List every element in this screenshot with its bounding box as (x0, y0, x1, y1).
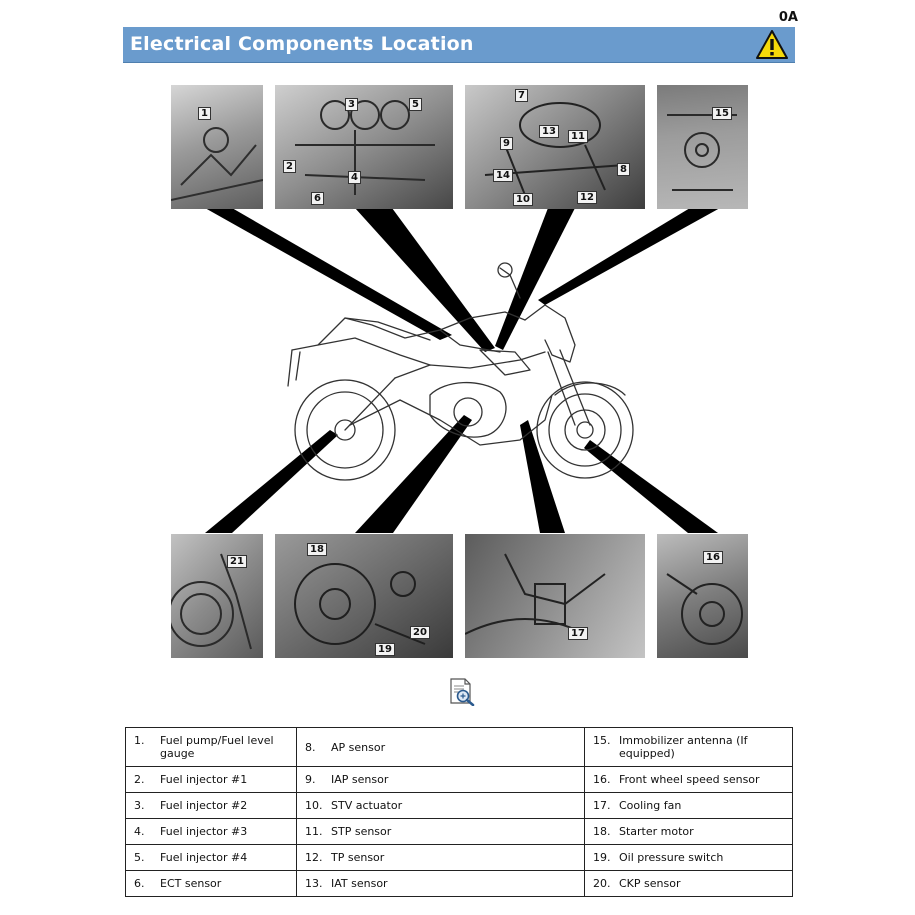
legend-cell: 12. TP sensor (297, 845, 585, 871)
callout-3: 3 (345, 98, 358, 111)
photo-rear-wheel-sensor (171, 534, 263, 658)
legend-cell: 9. IAP sensor (297, 767, 585, 793)
legend-cell: 15. Immobilizer antenna (If equipped) (585, 728, 793, 767)
table-row (126, 871, 793, 897)
callout-8: 8 (617, 163, 630, 176)
photo-engine-case (275, 534, 453, 658)
callout-18: 18 (307, 543, 327, 556)
legend-cell: 20. CKP sensor (585, 871, 793, 897)
legend-cell: 3. Fuel injector #2 (126, 793, 297, 819)
pointer-wedge (205, 430, 338, 533)
legend-cell: 2. Fuel injector #1 (126, 767, 297, 793)
photo-throttle-body (275, 85, 453, 209)
legend-cell: 18. Starter motor (585, 819, 793, 845)
pointer-wedge (520, 420, 565, 533)
legend-cell: 11. STP sensor (297, 819, 585, 845)
callout-21: 21 (227, 555, 247, 568)
legend-cell: 17. Cooling fan (585, 793, 793, 819)
callout-15: 15 (712, 107, 732, 120)
table-row (126, 793, 793, 819)
callout-17: 17 (568, 627, 588, 640)
table-row (126, 819, 793, 845)
callout-5: 5 (409, 98, 422, 111)
callout-6: 6 (311, 192, 324, 205)
legend-cell: 19. Oil pressure switch (585, 845, 793, 871)
table-row (126, 845, 793, 871)
callout-2: 2 (283, 160, 296, 173)
callout-11: 11 (568, 130, 588, 143)
callout-10: 10 (513, 193, 533, 206)
legend-cell: 8. AP sensor (297, 728, 585, 767)
callout-20: 20 (410, 626, 430, 639)
callout-16: 16 (703, 551, 723, 564)
photo-immobilizer (657, 85, 748, 209)
legend-cell: 1. Fuel pump/Fuel level gauge (126, 728, 297, 767)
legend-cell: 16. Front wheel speed sensor (585, 767, 793, 793)
callout-9: 9 (500, 137, 513, 150)
callout-19: 19 (375, 643, 395, 656)
photo-front-wheel-sensor (657, 534, 748, 658)
legend-cell: 4. Fuel injector #3 (126, 819, 297, 845)
table-row (126, 728, 793, 767)
callout-13: 13 (539, 125, 559, 138)
callout-1: 1 (198, 107, 211, 120)
legend-cell: 5. Fuel injector #4 (126, 845, 297, 871)
callout-4: 4 (348, 171, 361, 184)
page-title: Electrical Components Location (130, 33, 474, 55)
pointer-wedge (495, 208, 575, 350)
callout-12: 12 (577, 191, 597, 204)
legend-cell: 10. STV actuator (297, 793, 585, 819)
legend-cell: 6. ECT sensor (126, 871, 297, 897)
callout-14: 14 (493, 169, 513, 182)
table-row (126, 767, 793, 793)
pointer-wedge (584, 440, 718, 533)
page-code: 0A (778, 10, 798, 25)
legend-cell: 13. IAT sensor (297, 871, 585, 897)
photo-fuel-pump (171, 85, 263, 209)
photo-airbox-sensors (465, 85, 645, 209)
zoom-document-icon[interactable] (449, 678, 475, 706)
callout-7: 7 (515, 89, 528, 102)
legend-table (125, 727, 793, 897)
photo-cooling-fan (465, 534, 645, 658)
